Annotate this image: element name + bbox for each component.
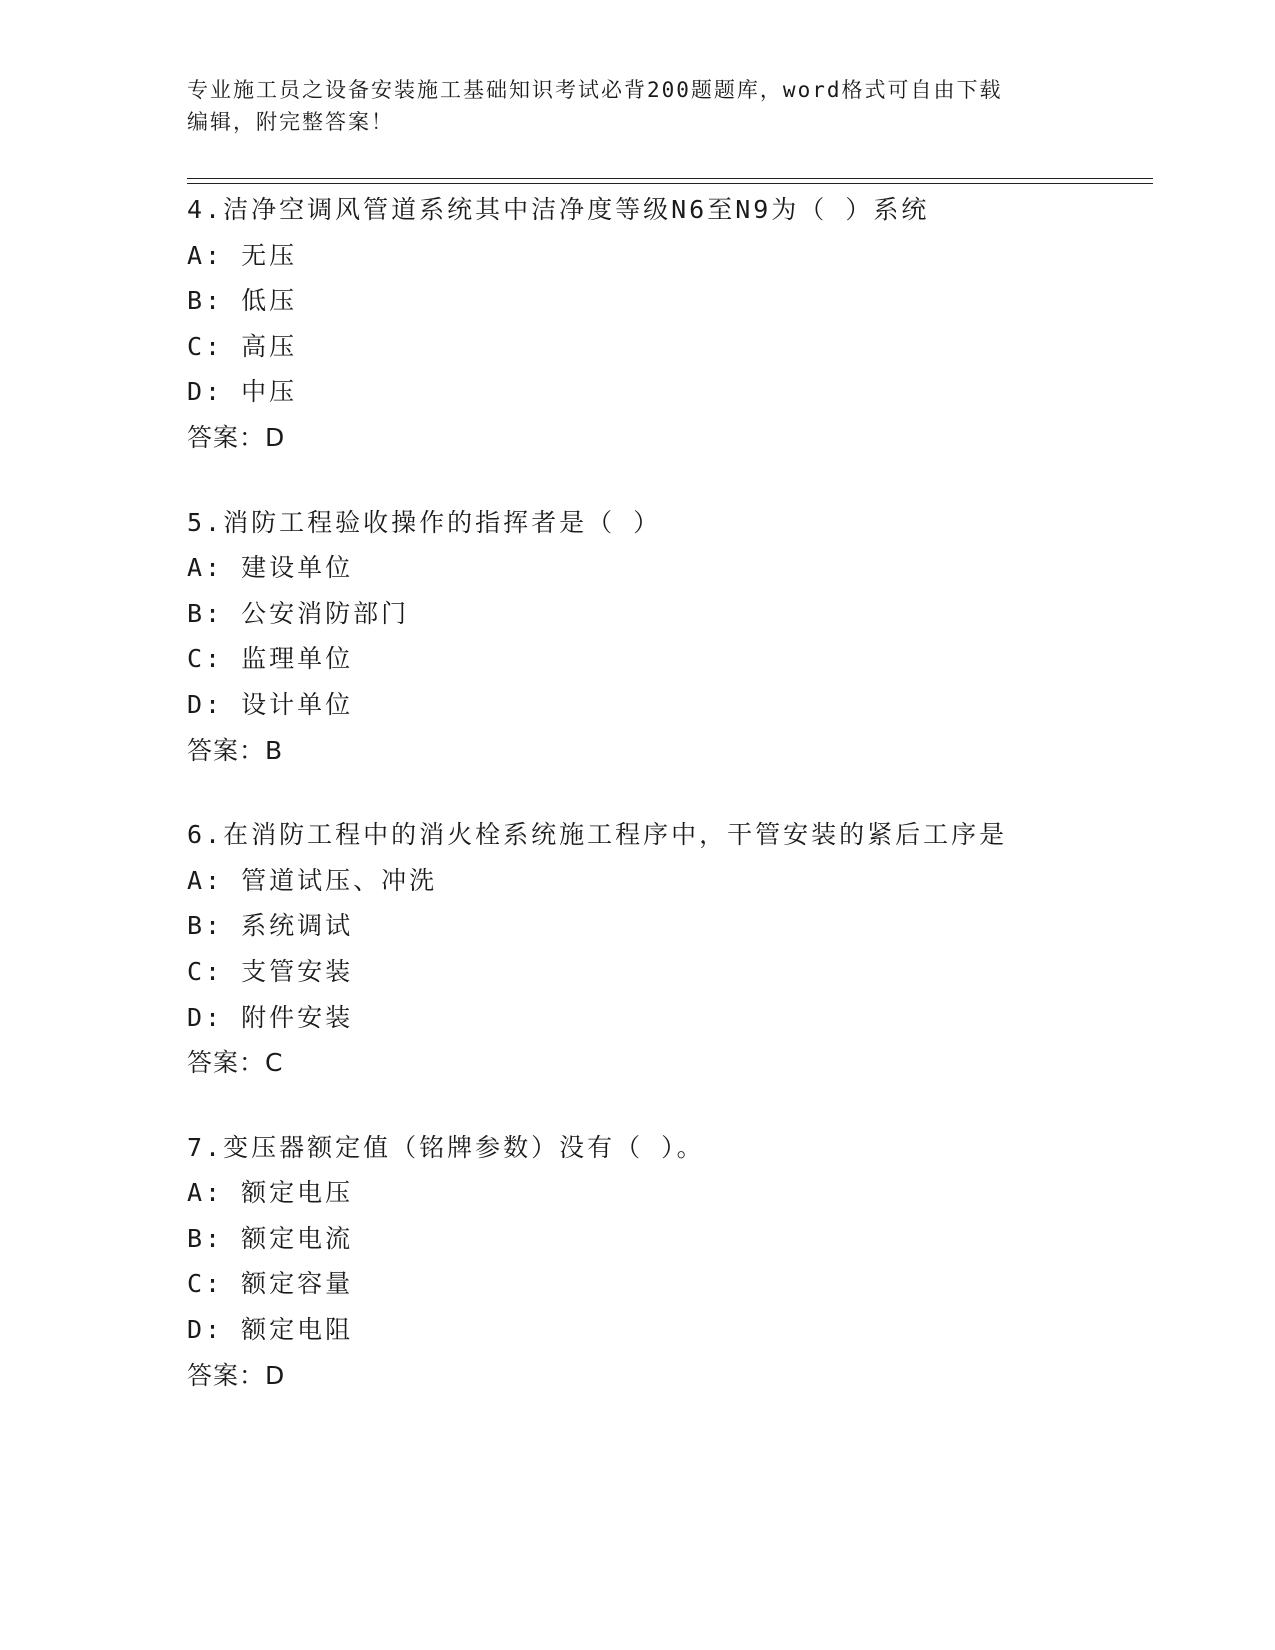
answer: 答案：B xyxy=(187,735,284,765)
answer: 答案：C xyxy=(187,1048,284,1078)
option-d: D: 设计单位 xyxy=(187,689,354,719)
question-list xyxy=(187,187,1153,1437)
answer: 答案：D xyxy=(187,1360,286,1390)
option-c: C: 高压 xyxy=(187,331,298,361)
question-stem: 6.在消防工程中的消火栓系统施工程序中，干管安装的紧后工序是 xyxy=(187,820,1008,850)
option-a: A: 管道试压、冲洗 xyxy=(187,865,438,895)
question-stem: 7.变压器额定值（铭牌参数）没有（ ）。 xyxy=(187,1132,705,1162)
header-divider-top xyxy=(187,178,1153,179)
option-a: A: 额定电压 xyxy=(187,1178,354,1208)
header-line-1: 专业施工员之设备安装施工基础知识考试必背200题题库，word格式可自由下载 xyxy=(187,78,1003,102)
answer: 答案：D xyxy=(187,422,286,452)
question-4 xyxy=(187,187,1153,461)
option-b: B: 额定电流 xyxy=(187,1223,354,1253)
option-c: C: 额定容量 xyxy=(187,1269,354,1299)
option-a: A: 无压 xyxy=(187,240,298,270)
option-b: B: 系统调试 xyxy=(187,911,354,941)
option-c: C: 监理单位 xyxy=(187,644,354,674)
question-7 xyxy=(187,1125,1153,1399)
option-d: D: 中压 xyxy=(187,377,298,407)
option-a: A: 建设单位 xyxy=(187,553,354,583)
document-header xyxy=(187,74,1087,138)
option-c: C: 支管安装 xyxy=(187,956,354,986)
option-b: B: 低压 xyxy=(187,286,298,316)
header-line-2: 编辑，附完整答案！ xyxy=(187,110,394,134)
question-stem: 5.消防工程验收操作的指挥者是（ ） xyxy=(187,507,662,537)
question-5 xyxy=(187,500,1153,774)
header-divider-bottom xyxy=(187,183,1153,184)
option-b: B: 公安消防部门 xyxy=(187,598,410,628)
question-stem: 4.洁净空调风管道系统其中洁净度等级N6至N9为（ ）系统 xyxy=(187,195,930,224)
option-d: D: 额定电阻 xyxy=(187,1315,354,1345)
question-6 xyxy=(187,812,1153,1086)
option-d: D: 附件安装 xyxy=(187,1002,354,1032)
